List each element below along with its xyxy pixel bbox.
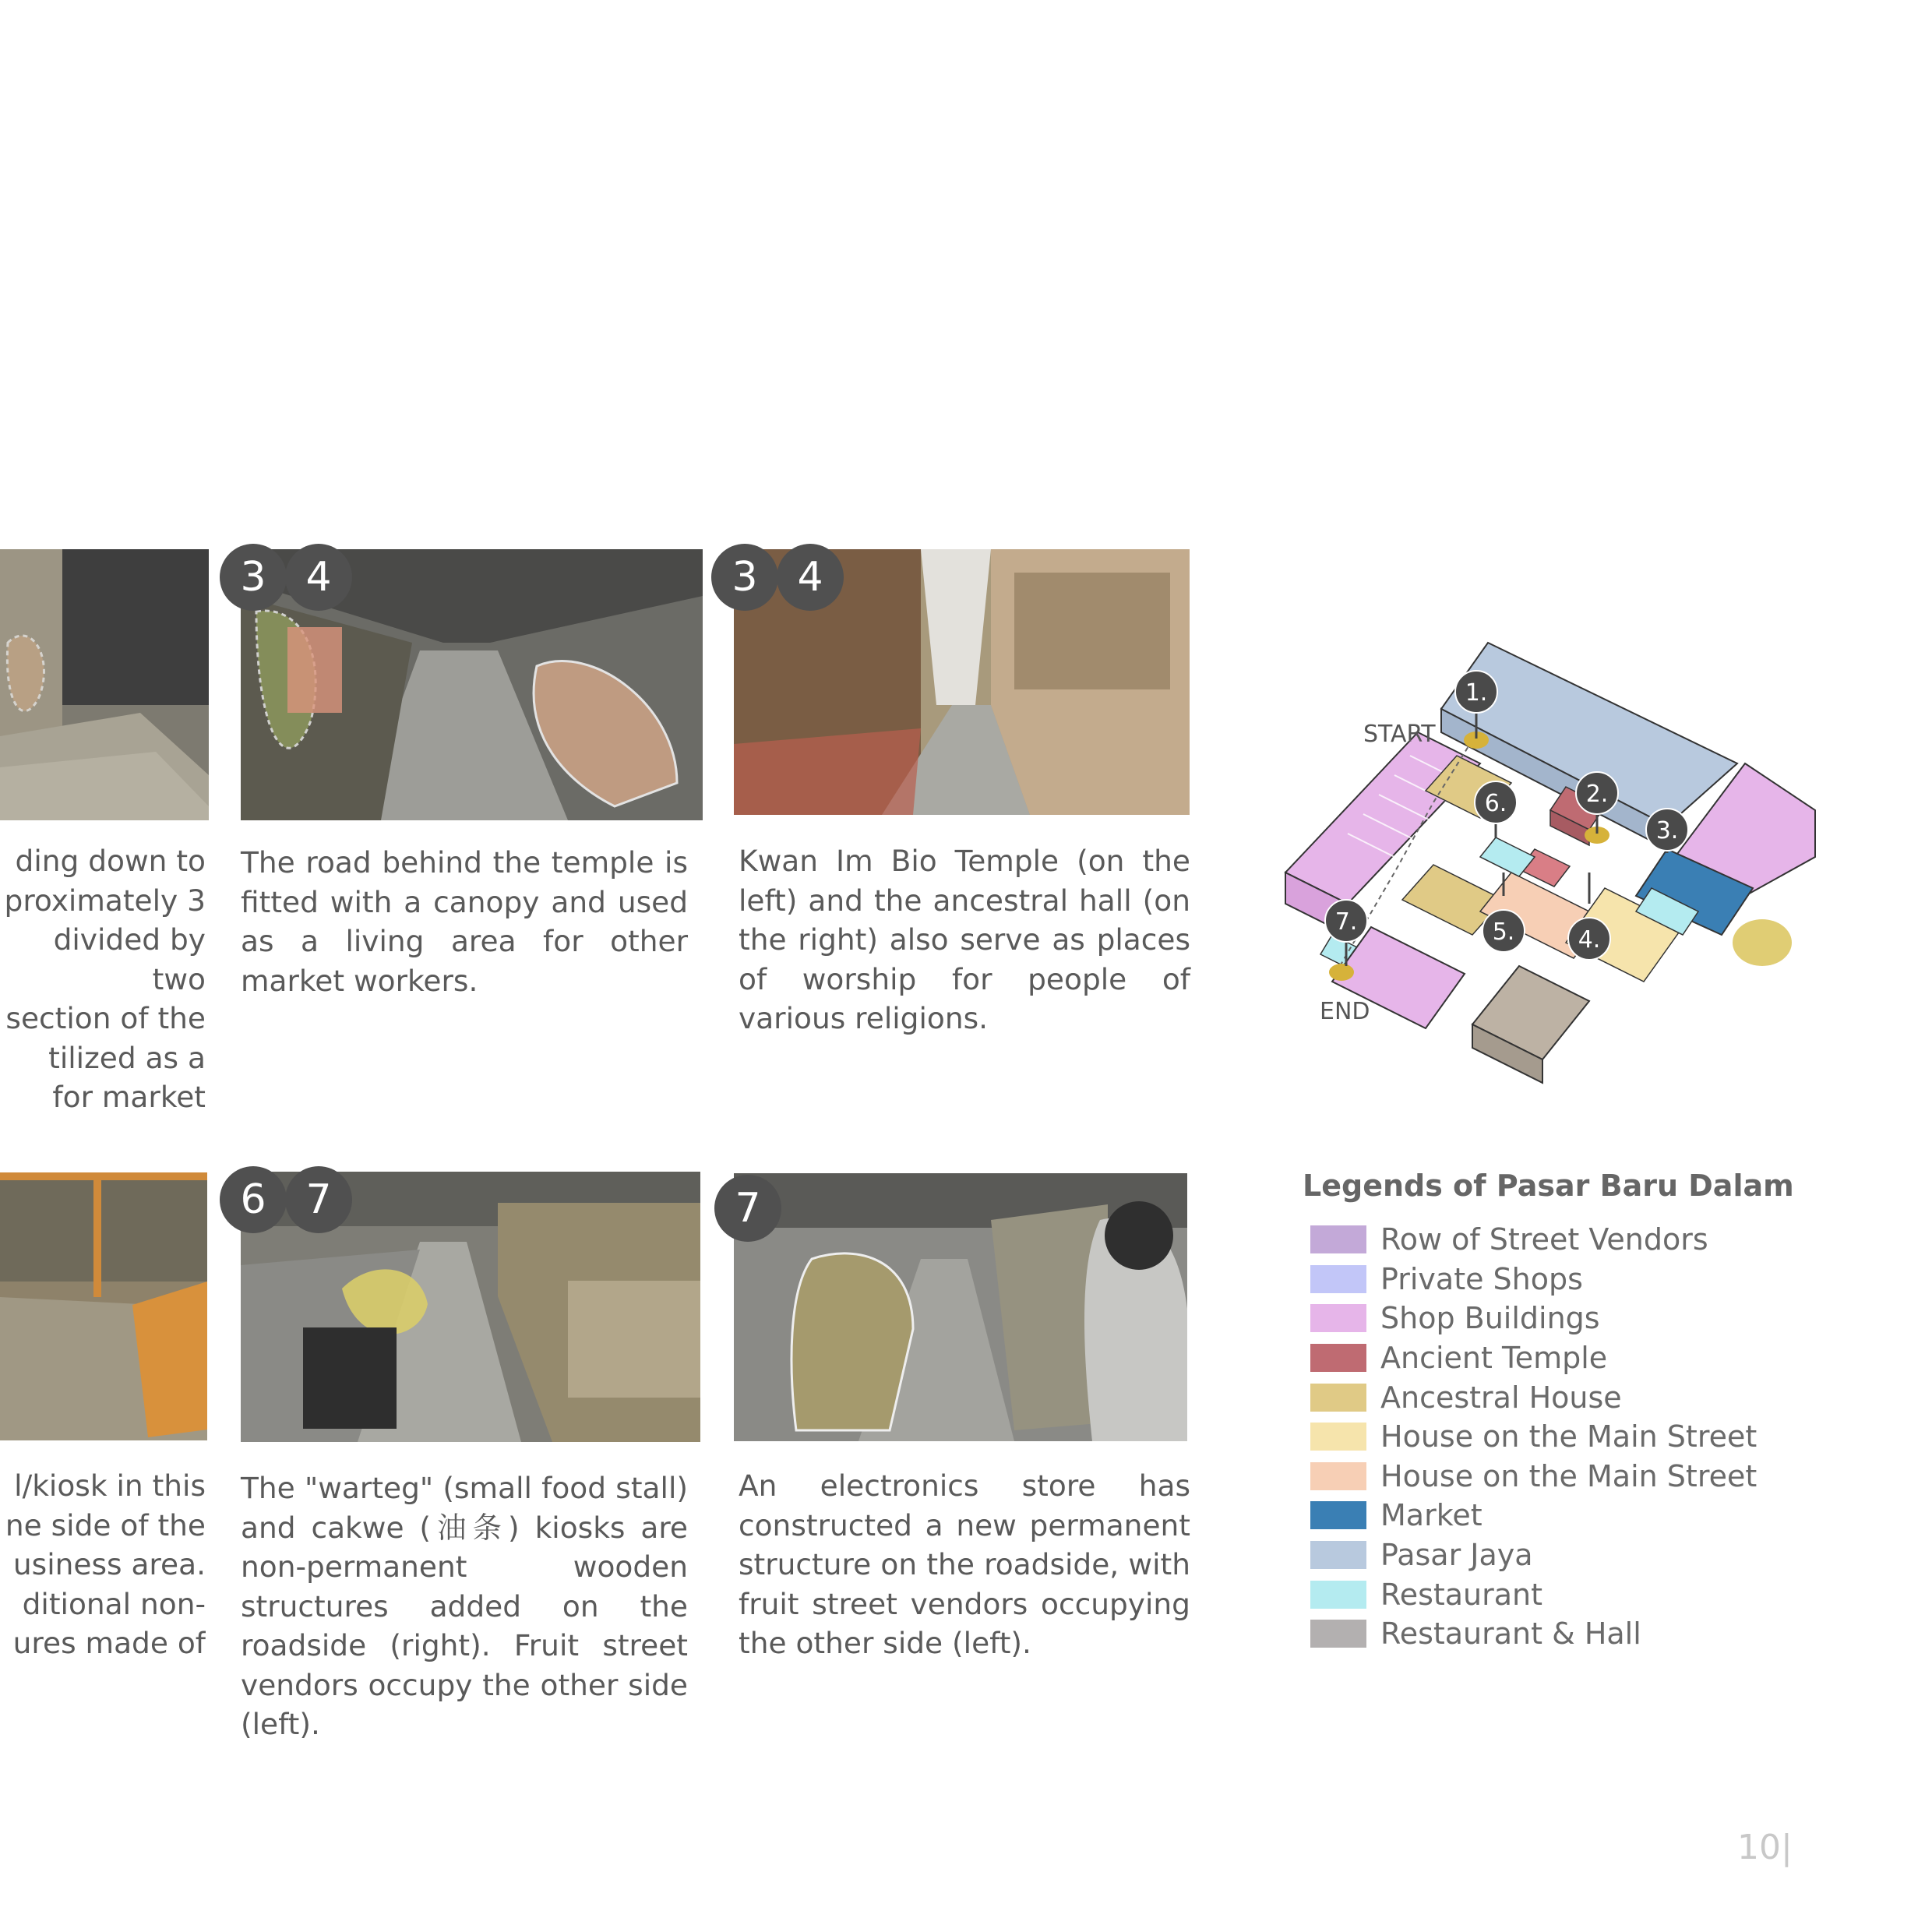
legend-item — [1310, 1614, 1757, 1654]
map-pin-2: 2. — [1585, 781, 1609, 808]
photo-badge: 6 — [220, 1166, 287, 1233]
legend-label: Shop Buildings — [1380, 1301, 1600, 1336]
caption-bottom-right: An electronics store has constructed a new permanent structure on the roadside, with fruit street vendors occupying the other side (left). — [739, 1468, 1190, 1660]
page-number: 10| — [1737, 1828, 1793, 1867]
legend-swatch — [1310, 1501, 1366, 1529]
legend-label: Pasar Jaya — [1380, 1538, 1533, 1573]
legend-label: Row of Street Vendors — [1380, 1222, 1708, 1257]
caption-bottom-middle: The "warteg" (small food stall) and cakwe (油条) kiosks are non-permanent wooden structures added on the roadside (right). Fruit street vendors occupy the other side (left). — [241, 1471, 688, 1741]
legend-item — [1310, 1377, 1757, 1417]
legend-label: Restaurant — [1380, 1577, 1543, 1612]
map-pin-3: 3. — [1655, 817, 1679, 844]
legend-label: Ancient Temple — [1380, 1341, 1608, 1376]
legend-swatch — [1310, 1620, 1366, 1648]
legend-item — [1310, 1417, 1757, 1457]
legend-swatch — [1310, 1304, 1366, 1332]
caption-top-right: Kwan Im Bio Temple (on the left) and the ancestral hall (on the right) also serve as places of worship for people of various religions. — [739, 844, 1190, 1035]
legend-item — [1310, 1338, 1757, 1378]
map-end-label: END — [1320, 998, 1370, 1025]
photo-bottom-left — [0, 1172, 207, 1440]
legend-label: Ancestral House — [1380, 1380, 1622, 1415]
legend-label: Private Shops — [1380, 1261, 1583, 1296]
legend-item — [1310, 1496, 1757, 1535]
legend-swatch — [1310, 1581, 1366, 1609]
legend-swatch — [1310, 1344, 1366, 1372]
legend-label: Market — [1380, 1498, 1482, 1533]
legend-swatch — [1310, 1265, 1366, 1293]
legend-swatch — [1310, 1384, 1366, 1412]
legend-label: House on the Main Street — [1380, 1458, 1757, 1493]
map-start-label: START — [1363, 721, 1436, 748]
photo-bottom-right — [734, 1173, 1187, 1441]
site-map — [1278, 639, 1839, 1106]
legend-swatch — [1310, 1423, 1366, 1451]
legend-swatch — [1310, 1462, 1366, 1490]
photo-badge: 3 — [220, 544, 287, 611]
photo-badge: 4 — [777, 544, 844, 611]
legend-label: House on the Main Street — [1380, 1419, 1757, 1454]
photo-badge: 3 — [711, 544, 778, 611]
legend-swatch — [1310, 1225, 1366, 1253]
legend-item — [1310, 1220, 1757, 1260]
map-pin-1: 1. — [1465, 679, 1488, 707]
legend-item — [1310, 1299, 1757, 1338]
photo-badge: 7 — [714, 1175, 781, 1242]
legend-title: Legends of Pasar Baru Dalam — [1303, 1169, 1794, 1203]
caption-top-middle: The road behind the temple is fitted with a canopy and used as a living area for other market workers. — [241, 845, 688, 998]
map-pin-5: 5. — [1492, 918, 1515, 946]
caption-top-left: ding down to proximately 3 divided by two section of the tilized as a for market — [4, 844, 206, 1114]
map-pin-4: 4. — [1578, 926, 1601, 954]
legend-swatch — [1310, 1541, 1366, 1569]
photo-top-left — [0, 549, 209, 820]
map-pin-6: 6. — [1484, 790, 1507, 817]
legend-item — [1310, 1574, 1757, 1614]
map-pin-7: 7. — [1334, 908, 1358, 936]
legend-item — [1310, 1457, 1757, 1497]
legend-list — [1310, 1220, 1757, 1654]
legend-item — [1310, 1260, 1757, 1299]
legend-item — [1310, 1535, 1757, 1575]
legend-label: Restaurant & Hall — [1380, 1616, 1641, 1652]
photo-badge: 4 — [285, 544, 352, 611]
caption-bottom-left: l/kiosk in this ne side of the usiness area. ditional non- ures made of — [5, 1468, 206, 1660]
photo-badge: 7 — [285, 1166, 352, 1233]
